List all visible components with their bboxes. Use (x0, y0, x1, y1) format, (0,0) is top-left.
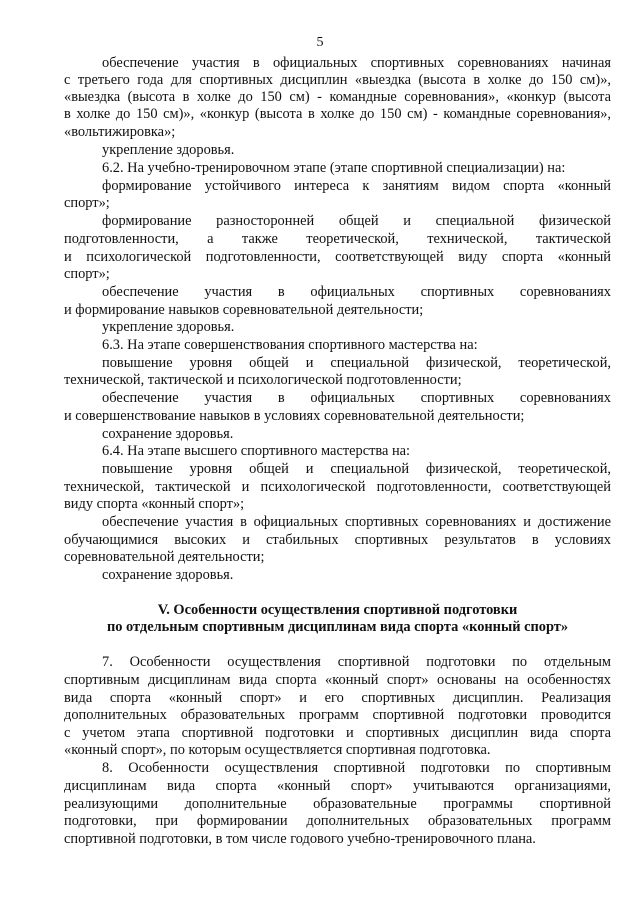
text-line: формирование разносторонней общей и специальной физической (102, 213, 611, 229)
text-line: 6.3. На этапе совершенствования спортивного мастерства на: (102, 337, 478, 353)
section-heading: по отдельным спортивным дисциплинам вида спорта «конный спорт» (106, 619, 569, 635)
text-line: 8. Особенности осуществления спортивной подготовки по спортивным (102, 760, 611, 776)
text-line: подготовленности, а также теоретической, технической, тактической (64, 231, 611, 247)
text-line: обеспечение участия в официальных спортивных соревнованиях начиная (102, 55, 611, 71)
text-line: реализующими дополнительные образовательные программы спортивной (64, 796, 611, 812)
text-line: с третьего года для спортивных дисциплин «выездка (высота в холке до 150 см)», (64, 72, 611, 88)
text-line: спортивным дисциплинам вида спорта «конный спорт» основаны на особенностях (64, 672, 611, 688)
text-line: обеспечение участия в официальных спортивных соревнованиях (102, 284, 611, 300)
text-line: технической, тактической и психологической подготовленности; (64, 372, 462, 388)
text-line: дополнительных образовательных программ спортивной подготовки проводится (64, 707, 611, 723)
text-line: и психологической подготовленности, соответствующей виду спорта «конный (64, 249, 611, 265)
text-line: повышение уровня общей и специальной физической, теоретической, (102, 355, 611, 371)
text-line: и совершенствование навыков в условиях соревновательной деятельности; (64, 408, 525, 424)
text-line: обеспечение участия в официальных спортивных соревнованиях (102, 390, 611, 406)
text-line: «конный спорт», по которым осуществляется спортивная подготовка. (64, 742, 491, 758)
text-line: 6.2. На учебно-тренировочном этапе (этапе спортивной специализации) на: (102, 160, 566, 176)
text-line: в холке до 150 см)», «конкур (высота в холке до 150 см) - командные соревнования», (64, 106, 611, 122)
text-line: сохранение здоровья. (102, 426, 234, 442)
text-line: обеспечение участия в официальных спортивных соревнованиях и достижение (102, 514, 611, 530)
section-heading: V. Особенности осуществления спортивной подготовки (157, 602, 518, 618)
text-line: вида спорта «конный спорт» и его спортивных дисциплин. Реализация (64, 690, 611, 706)
text-line: подготовки, при формировании дополнительных образовательных программ (64, 813, 611, 829)
text-line: технической, тактической и психологической подготовленности, соответствующей (64, 479, 611, 495)
page-number: 5 (316, 35, 324, 50)
text-line: спортивной подготовки, в том числе годового учебно-тренировочного плана. (64, 831, 536, 847)
text-line: дисциплинам вида спорта «конный спорт» учитываются организациями, (64, 778, 611, 794)
text-line: соревновательной деятельности; (64, 549, 265, 565)
text-line: «выездка (высота в холке до 150 см) - командные соревнования», «конкур (высота (64, 89, 611, 105)
text-line: обучающимися высоких и стабильных спортивных результатов в условиях (64, 532, 611, 548)
text-line: 6.4. На этапе высшего спортивного мастерства на: (102, 443, 411, 459)
text-line: укрепление здоровья. (102, 142, 235, 158)
text-line: «вольтижировка»; (64, 124, 176, 140)
text-line: спорт»; (64, 195, 110, 211)
text-line: формирование устойчивого интереса к занятиям видом спорта «конный (102, 178, 611, 194)
text-line: укрепление здоровья. (102, 319, 235, 335)
text-line: с учетом этапа спортивной подготовки и спортивных дисциплин вида спорта (64, 725, 611, 741)
text-line: 7. Особенности осуществления спортивной подготовки по отдельным (102, 654, 611, 670)
text-line: виду спорта «конный спорт»; (64, 496, 245, 512)
text-line: сохранение здоровья. (102, 567, 234, 583)
text-line: спорт»; (64, 266, 110, 282)
text-line: повышение уровня общей и специальной физической, теоретической, (102, 461, 611, 477)
text-line: и формирование навыков соревновательной деятельности; (64, 302, 424, 318)
